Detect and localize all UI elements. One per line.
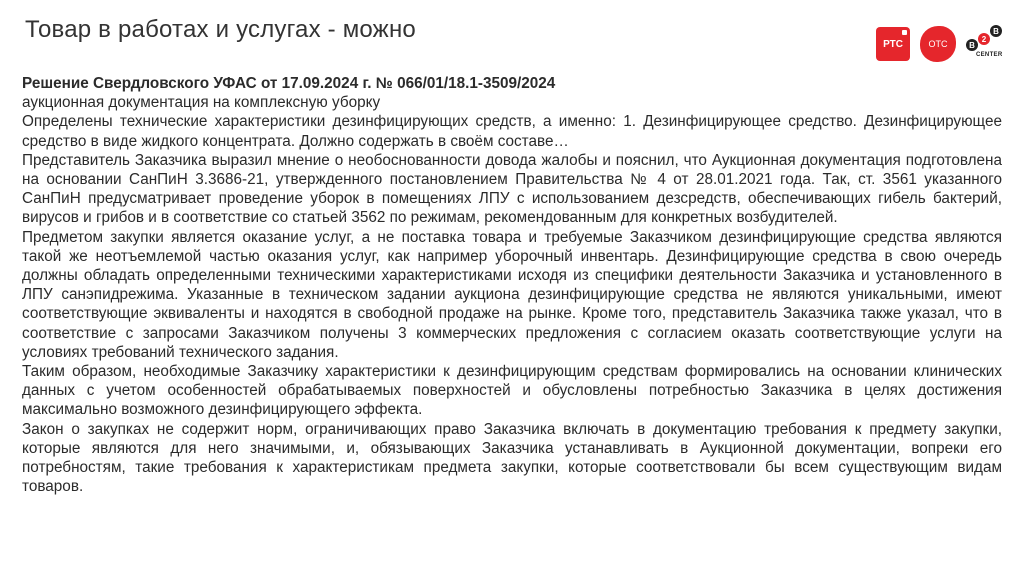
ots-logo-text: ОТС — [928, 39, 948, 49]
paragraph: Представитель Заказчика выразил мнение о необоснованности довода жалобы и пояснил, что Аукционная документация подготовлена на основании СанПиН 3.3686-21, утвержденного постановлением Правительства № 4 от 28.01.2021 года. Так, ст. 3561 указанного СанПиН предусматривает проведение уборок в помещениях ЛПУ с использованием дезсредств, обеспечивающих гибель бактерий, вирусов и грибов и в соответствие со статьей 3562 по режимам, рекомендованным для конкретных возбудителей. — [22, 151, 1002, 227]
rts-logo — [876, 27, 910, 61]
b2b-logo-subtitle: CENTER — [976, 52, 1003, 58]
paragraph: Таким образом, необходимые Заказчику характеристики к дезинфицирующим средствам формировались на основании клинических данных с учетом особенностей обрабатываемых поверхностей и обусловлены потребностью Заказчика в целях достижения максимально возможного дезинфицирующего эффекта. — [22, 363, 1002, 419]
ots-logo — [920, 26, 956, 62]
b2b-logo-letter: B — [966, 39, 978, 51]
paragraph: Предметом закупки является оказание услуг, а не поставка товара и требуемые Заказчиком дезинфицирующие средства являются такой же неотъемлемой частью оказания услуг, как например уборочный инвентарь. Дезинфицирующие средства в свою очередь должны обладать определенными техническими характеристиками исходя из специфики деятельности Заказчика и установленного в ЛПУ санэпидрежима. Указанные в техническом задании аукциона дезинфицирующие средства не являются уникальными, имеют соответствующие эквиваленты и находятся в свободной продаже на рынке. Кроме того, представитель Заказчика также указал, что в соответствие с запросами Заказчиком получены 3 коммерческих предложения с согласием оказать соответствующие услуги на условиях требований технического задания. — [22, 228, 1002, 361]
page-title: Товар в работах и услугах - можно — [25, 16, 416, 43]
decision-heading: Решение Свердловского УФАС от 17.09.2024 г. № 066/01/18.1-3509/2024 — [22, 75, 556, 92]
b2b-logo-letter: B — [990, 25, 1002, 37]
paragraph: Закон о закупках не содержит норм, ограничивающих право Заказчика включать в документацию требования к предмету закупки, которые являются для него значимыми, и, обязывающих Заказчика устанавливать в Аукционной документации, вопреки его потребностям, такие требования к характеристикам предмета закупки, которые соответствовали бы всем существующим видам товаров. — [22, 420, 1002, 496]
paragraph: Определены технические характеристики дезинфицирующих средств, а именно: 1. Дезинфицирующее средство. Дезинфицирующее средство в виде жидкого концентрата. Должно содержать в своём составе… — [22, 113, 1002, 150]
document-body — [22, 74, 1002, 496]
logo-group — [876, 24, 1004, 64]
decision-subheading: аукционная документация на комплексную уборку — [22, 94, 381, 112]
b2b-logo-digit: 2 — [978, 33, 990, 45]
b2b-center-logo — [966, 25, 1004, 63]
rts-logo-text: РТС — [883, 38, 903, 50]
